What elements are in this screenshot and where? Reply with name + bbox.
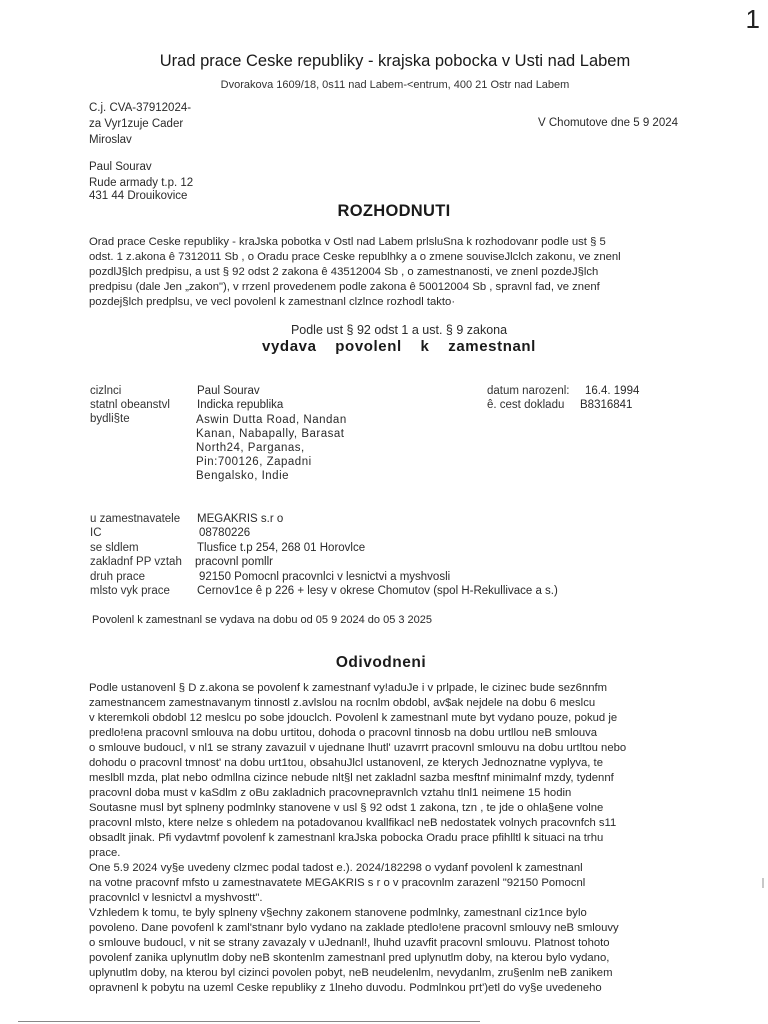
citizenship-label: statnl obeanstvl	[90, 399, 170, 411]
travel-doc-value: B8316841	[580, 399, 633, 411]
justification-line: pracovnl doba must v kaSdlm z oBu zakladnich pracovnepravnlch vztahu tlnl1 neimene 15 hodin	[89, 787, 572, 799]
ic-value: 08780226	[199, 527, 251, 539]
scrollbar-mark	[762, 878, 764, 888]
justification-title: Odivodneni	[335, 654, 427, 671]
work-kind-value: 92150 Pomocnl pracovnlci v lesnictvi a myshvosli	[199, 571, 451, 583]
handler-name: Miroslav	[89, 134, 132, 146]
travel-doc-label: ê. cest dokladu	[487, 399, 565, 411]
residence-label: bydli§te	[90, 413, 130, 425]
ic-label: IC	[90, 527, 102, 539]
work-kind-label: druh prace	[90, 571, 145, 583]
justification-line: One 5.9 2024 vy§e uvedeny clzmec podal tadost e.). 2024/182298 o vydanf povolenl k zamestnanl	[89, 862, 583, 874]
justification-line: opravnenl k pobytu na uzeml Ceske republiky z 1lneho duvodu. Podmlnkou prt')etl do vy§e uvedeneho	[89, 982, 602, 994]
recipient-name: Paul Sourav	[89, 161, 152, 173]
justification-line: o smlouve budoucl, v nl1 se strany zavazuil v ujednane lhutl' uzavrrt pracovnl smlouvu na dobu urtltou nebo	[89, 742, 627, 754]
justification-line: v kteremkoli obdobl 12 meslcu po sobe jdouclch. Povolenl k zamestnanl mute byt vydano pouze, pokud je	[89, 712, 618, 724]
dob-label: datum narozenl:	[487, 385, 570, 397]
work-place-value: Cernov1ce ê p 226 + lesy v okrese Chomutov (spol H-Rekullivace a s.)	[197, 585, 558, 597]
intro-line: pozdlJ§lch predpisu, a ust § 92 odst 2 zakona ê 43512004 Sb , o zamestnanosti, ve znenl pozdeJ§lch	[89, 266, 599, 278]
justification-line: meslbll mzda, plat nebo odmllna cizince nebude nlt§l net zakladnl sazba mesftnf minimalnf mzdy, tydennf	[89, 772, 614, 784]
justification-line: uplynutlm doby, na kterou byl cizinci povolen pobyt, neB neudelenlm, nevydanlm, zru§enlm neB zanikem	[89, 967, 613, 979]
handler-label: za Vyr1zuje Cader	[89, 118, 184, 130]
intro-line: pozdej§lch predplsu, ve vecl povolenl k zamestnanl clzlnce rozhodl takto·	[89, 296, 456, 308]
bottom-divider	[18, 1021, 480, 1022]
justification-line: povoleno. Dane povofenl k zaml'stnanr bylo vydano na zaklade ptedlo!ene pracovnl smlouvy neB smlouvy	[89, 922, 619, 934]
office-title: Urad prace Ceske republiky - krajska pobocka v Usti nad Labem	[159, 52, 631, 70]
justification-line: predlo!ena pracovnl smlouva na dobu urtitou, dohoda o pracovnl tinnosb na dobu urtllou neB smlouva	[89, 727, 598, 739]
document-title: ROZHODNUTI	[337, 202, 451, 220]
justification-line: prace.	[89, 847, 121, 859]
intro-line: Orad prace Ceske republiky - kraJska pobotka v Ostl nad Labem prlsluSna k rozhodovanr podle ust § 5	[89, 236, 606, 248]
justification-line: na votne pracovnf mfsto u zamestnavatete MEGAKRIS s r o v pracovnlm zarazenl "92150 Pomocnl	[89, 877, 586, 889]
citizenship-value: Indicka republika	[197, 399, 284, 411]
residence-line: Kanan, Nabapally, Barasat	[196, 428, 345, 440]
employer-label: u zamestnavatele	[90, 513, 181, 525]
residence-line: Pin:700126, Zapadni	[196, 456, 312, 468]
intro-line: odst. 1 z.akona ê 7312011 Sb , o Oradu prace Ceske republhky a o zmene souviseJlclch zakonu, ve znenl	[89, 251, 621, 263]
justification-line: pracovnlcl v lesnictvl a myshvostt".	[89, 892, 263, 904]
recipient-street: Rude armady t.p. 12	[89, 177, 194, 189]
page-number: 1	[745, 4, 760, 34]
recipient-city: 431 44 Drouikovice	[89, 190, 188, 202]
justification-line: zamestnancem zamestnavanym tinnostl z.avlslou na rocnlm obdobl, av$ak nejdele na dobu 6 meslcu	[89, 697, 596, 709]
office-address: Dvorakova 1609/18, 0s11 nad Labem-<entrum, 400 21 Ostr nad Labem	[220, 79, 570, 91]
justification-line: pracovnl mlsto, ktere nelze s ohledem na potadovanou kvallfikacl neB nedostatek volnych pracovnfch s11	[89, 817, 617, 829]
justification-line: Vzhledem k tomu, te byly splneny v§echny zakonem stanovene podmlnky, zamestnanl ciz1nce bylo	[89, 907, 587, 919]
place-date: V Chomutove dne 5 9 2024	[538, 117, 679, 129]
seat-value: Tlusfice t.p 254, 268 01 Horovlce	[197, 542, 366, 554]
justification-line: obsadlt jinak. Pfi vydavtmf povolenf k zamestnanl kraJska pobocka Oradu prace pfihlltl k situaci na trhu	[89, 832, 604, 844]
justification-line: povolenf zanika uplynutlm doby neB skontenlm zamestnanl pred uplynutlm doby, na kterou bylo vydano,	[89, 952, 610, 964]
justification-line: Podle ustanovenl § D z.akona se povolenf k zamestnanf vy!aduJe i v prlpade, le cizinec bude sez6nnfm	[89, 682, 608, 694]
validity-statement: Povolenl k zamestnanl se vydava na dobu od 05 9 2024 do 05 3 2025	[92, 614, 433, 626]
justification-line: dohodu o pracovnl tmnost' na dobu urt1tou, obsahuJlcl ustanovenl, ze kterych Jednoznatne vyplyva, te	[89, 757, 603, 769]
work-place-label: mlsto vyk prace	[90, 585, 170, 597]
intro-line: predpisu (dale Jen „zakon"), v rrzenl provedenem podle zakona ê 50012004 Sb , spravnl fad, ve znenf	[89, 281, 600, 293]
reference-number: C.j. CVA-37912024-	[89, 102, 192, 114]
justification-line: o smlouve budoucl, v nit se strany zavazaly v uJednanl!, lhuhd uzavfit pracovnl smlouvu. Platnost tohoto	[89, 937, 610, 949]
legal-basis: Podle ust § 92 odst 1 a ust. § 9 zakona	[290, 323, 508, 337]
residence-line: Bengalsko, Indie	[196, 470, 290, 482]
dob-value: 16.4. 1994	[585, 385, 640, 397]
seat-label: se sldlem	[90, 542, 139, 554]
foreigner-label: cizlnci	[90, 385, 122, 397]
justification-line: Soutasne musl byt splneny podmlnky stanovene v usl § 92 odst 1 zakona, tzn , te jde o ohla§ene volne	[89, 802, 604, 814]
employment-basis-value: pracovnl pomllr	[195, 556, 273, 568]
employer-value: MEGAKRIS s.r o	[197, 513, 284, 525]
residence-line: North24, Parganas,	[196, 442, 305, 454]
foreigner-value: Paul Sourav	[197, 385, 260, 397]
residence-line: Aswin Dutta Road, Nandan	[196, 414, 347, 426]
employment-basis-label: zakladnf PP vztah	[90, 556, 182, 568]
grant-statement: vydava povolenl k zamestnanl	[262, 338, 536, 355]
